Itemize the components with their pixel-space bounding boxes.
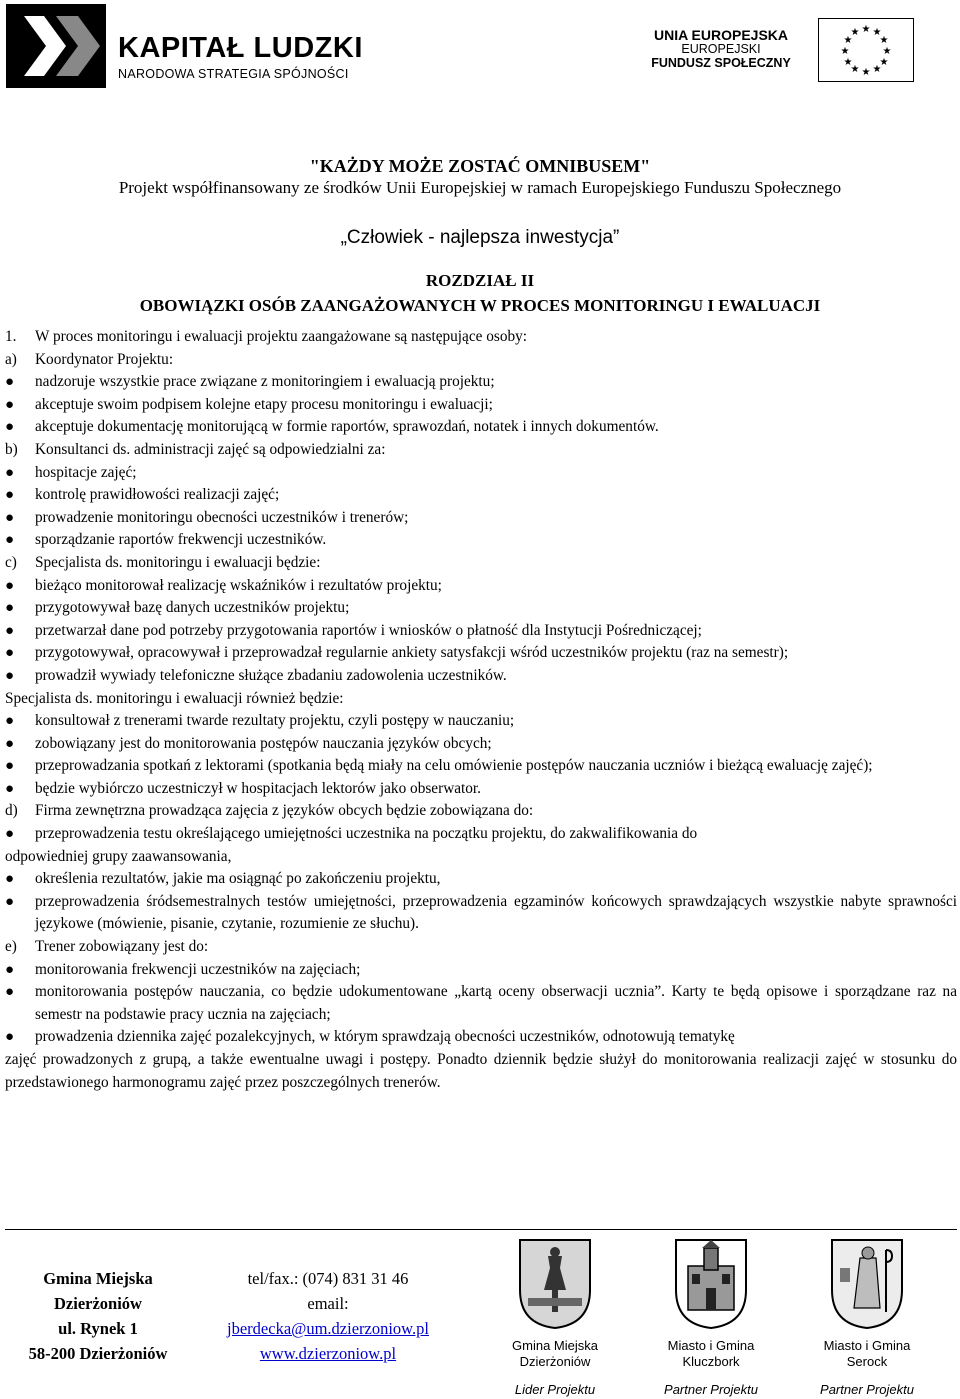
list-item-text: zobowiązany jest do monitorowania postępów nauczania języków obcych; [35,734,492,752]
slogan: „Człowiek - najlepsza inwestycja” [340,227,620,248]
list-item [5,891,957,936]
partner-role: Partner Projektu [664,1382,758,1397]
serock-crest-icon [830,1238,904,1330]
list-item [5,484,957,507]
list-item-text: monitorowania frekwencji uczestników na zajęciach; [35,960,361,978]
partner-name: Miasto i Gmina [823,1338,911,1353]
bullet-icon: ● [5,984,15,1001]
list-item-text: przetwarzał dane pod potrzeby przygotowania raportów i wniosków o płatność dla Instytucji Pośredniczącej; [35,621,702,639]
list-item-text: kontrolę prawidłowości realizacji zajęć; [35,486,280,504]
footer-address [5,1266,191,1366]
list-item-text: przygotowywał, opracowywał i przeprowadzał regularnie ankiety satysfakcji wśród uczestników projektu (raz na semestr); [35,644,789,662]
bullet-icon: ● [5,532,15,549]
svg-text:★: ★ [872,27,882,38]
list-item [5,868,957,891]
bullet-icon: ● [5,758,15,775]
section-c-marker: c) [5,553,17,571]
section-c2-title: Specjalista ds. monitoringu i ewaluacji również będzie: [5,689,344,707]
section-e-heading [5,936,957,959]
kluczbork-crest-icon [674,1238,748,1330]
section-d-marker: d) [5,802,18,820]
partner-serock [802,1238,932,1370]
footer-divider [5,1229,957,1230]
bullet-icon: ● [5,464,15,481]
address-line: ul. Rynek 1 [58,1319,138,1338]
website-link[interactable]: www.dzierzoniow.pl [259,1344,397,1363]
bullet-icon: ● [5,419,15,436]
list-item [5,620,957,643]
list-item-text: akceptuje dokumentację monitorującą w formie raportów, sprawozdań, notatek i innych dokumentów. [35,418,659,436]
list-item-text: będzie wybiórczo uczestniczył w hospitacjach lektorów jako obserwator. [35,779,481,797]
list-item-text: nadzoruje wszystkie prace związane z monitoringiem i ewaluacją projektu; [35,373,495,391]
intro-line [5,326,957,349]
dzierzoniow-crest-icon [518,1238,592,1330]
section-c-title: Specjalista ds. monitoringu i ewaluacji będzie: [35,553,321,571]
partner-role: Lider Projektu [514,1382,596,1397]
bullet-icon: ● [5,713,15,730]
logo-right-line1: UNIA EUROPEJSKA [653,27,789,43]
section-b-heading [5,439,957,462]
list-item [5,416,957,439]
list-item [5,778,957,801]
list-item [5,507,957,530]
section-a-title: Koordynator Projektu: [35,350,174,368]
list-item-text: przeprowadzania spotkań z lektorami (spotkania będą miały na celu omówienie postępów nauczania uczniów i bieżącą ewaluację zajęć); [35,757,873,775]
partner-name: Serock [846,1354,888,1369]
bullet-icon: ● [5,600,15,617]
partner-name: Miasto i Gmina [667,1338,755,1353]
chapter-number: ROZDZIAŁ II [425,271,535,290]
section-a-heading [5,349,957,372]
list-item [5,462,957,485]
address-line: Gmina Miejska [43,1269,153,1288]
list-item-text: prowadzenie monitoringu obecności uczestników i trenerów; [35,508,409,526]
kapital-ludzki-emblem-icon [6,4,106,88]
list-item [5,1026,957,1049]
section-c-heading [5,552,957,575]
list-item-text: monitorowania postępów nauczania, co będzie udokumentowane „kartą oceny obserwacji ucznia”. Karty te będą opisowe i sporządzane raz na semestr na podstawie pracy ucznia na zajęciach; [35,983,957,1023]
logo-left-title: KAPITAŁ LUDZKI [118,32,363,64]
section-a-marker: a) [5,350,17,368]
section-b-title: Konsultanci ds. administracji zajęć są odpowiedzialni za: [35,440,386,458]
list-item [5,755,957,778]
section-d-heading [5,800,957,823]
logo-right-line3: FUNDUSZ SPOŁECZNY [651,56,791,70]
partner-name: Gmina Miejska [512,1338,598,1353]
list-item [5,597,957,620]
list-item [5,665,957,688]
document-body [5,326,957,1094]
logo-right-line2: EUROPEJSKI [681,42,761,56]
email-link[interactable]: jberdecka@um.dzierzoniow.pl [227,1319,429,1338]
bullet-icon: ● [5,1029,15,1046]
svg-text:★: ★ [872,64,882,75]
bullet-icon: ● [5,893,15,910]
list-item-text: przeprowadzenia testu określającego umiejętności uczestnika na początku projektu, do zakwalifikowania do [35,825,698,843]
list-item [5,710,957,733]
svg-text:★: ★ [879,35,889,46]
list-item-continuation: zajęć prowadzonych z grupą, a także ewentualne uwagi i postępy. Ponadto dziennik będzie służył do monitorowania realizacji zajęć w stosunku do przedstawionego harmonogramu zajęć przez poszczególnych trenerów. [5,1051,957,1091]
partner-kluczbork [646,1238,776,1370]
address-line: 58-200 Dzierżoniów [28,1344,168,1363]
list-item [5,371,957,394]
phone-text: tel/fax.: (074) 831 31 46 [247,1269,409,1288]
list-item [5,529,957,552]
list-item-text: prowadzenia dziennika zajęć pozalekcyjnych, w którym sprawdzają obecności uczestników, odnotowują tematykę [35,1028,735,1046]
svg-text:★: ★ [861,67,871,78]
bullet-icon: ● [5,735,15,752]
svg-text:★: ★ [843,57,853,68]
address-line: Dzierżoniów [54,1294,142,1313]
kapital-ludzki-logo [6,4,386,88]
bullet-icon: ● [5,509,15,526]
chapter-title: OBOWIĄZKI OSÓB ZAANGAŻOWANYCH W PROCES MONITORINGU I EWALUACJI [139,296,821,315]
bullet-icon: ● [5,622,15,639]
partner-dzierzoniow [490,1238,620,1370]
list-item-text: określenia rezultatów, jakie ma osiągnąć po zakończeniu projektu, [35,870,441,888]
cofinancing-note: Projekt współfinansowany ze środków Unii Europejskiej w ramach Europejskiego Funduszu Społecznego [118,178,842,197]
partner-role: Partner Projektu [820,1382,914,1397]
svg-text:★: ★ [882,46,892,57]
logo-left-subtitle: NARODOWA STRATEGIA SPÓJNOŚCI [118,67,349,81]
list-item-text: akceptuje swoim podpisem kolejne etapy procesu monitoringu i ewaluacji; [35,395,493,413]
svg-text:★: ★ [879,57,889,68]
email-label: email: [307,1294,349,1313]
footer-contact [198,1266,458,1366]
list-item-text: przygotowywał bazę danych uczestników projektu; [35,599,350,617]
bullet-icon: ● [5,871,15,888]
svg-text:★: ★ [850,64,860,75]
bullet-icon: ● [5,780,15,797]
eu-efs-logo [646,18,916,82]
list-item [5,394,957,417]
bullet-icon: ● [5,577,15,594]
bullet-icon: ● [5,826,15,843]
svg-text:★: ★ [861,24,871,35]
section-b-marker: b) [5,440,18,458]
list-item [5,981,957,1026]
bullet-icon: ● [5,374,15,391]
section-e-marker: e) [5,938,17,956]
list-item-continuation: odpowiedniej grupy zaawansowania, [5,847,232,865]
project-name: "KAŻDY MOŻE ZOSTAĆ OMNIBUSEM" [309,156,651,176]
bullet-icon: ● [5,487,15,504]
intro-marker: 1. [5,328,17,345]
section-d-title: Firma zewnętrzna prowadząca zajęcia z języków obcych będzie zobowiązana do: [35,802,534,820]
list-item [5,575,957,598]
bullet-icon: ● [5,396,15,413]
list-item-text: konsultował z trenerami twarde rezultaty projektu, czyli postępy w nauczaniu; [35,712,515,730]
list-item-text: przeprowadzenia śródsemestralnych testów umiejętności, przeprowadzenia egzaminów końcowych sprawdzających wszystkie nabyte sprawności językowe (mówienie, pisanie, czytanie, rozumienie ze słuchu). [35,892,957,933]
svg-text:★: ★ [840,46,850,57]
list-item [5,642,957,665]
bullet-icon: ● [5,961,15,978]
svg-text:★: ★ [850,27,860,38]
intro-text: W proces monitoringu i ewaluacji projektu zaangażowane są następujące osoby: [35,328,528,345]
list-item [5,823,957,846]
list-item-text: prowadził wywiady telefoniczne służące zbadaniu zadowolenia uczestników. [35,666,507,684]
svg-text:★: ★ [843,35,853,46]
bullet-icon: ● [5,645,15,662]
eu-flag-icon [818,18,914,82]
list-item [5,959,957,982]
list-item-text: bieżąco monitorował realizację wskaźników i rezultatów projektu; [35,576,442,594]
list-item-text: hospitacje zajęć; [35,463,137,481]
bullet-icon: ● [5,667,15,684]
list-item-text: sporządzanie raportów frekwencji uczestników. [35,531,327,549]
partner-name: Dzierżoniów [519,1354,591,1369]
list-item [5,733,957,756]
section-e-title: Trener zobowiązany jest do: [35,938,209,956]
partner-name: Kluczbork [682,1354,740,1369]
